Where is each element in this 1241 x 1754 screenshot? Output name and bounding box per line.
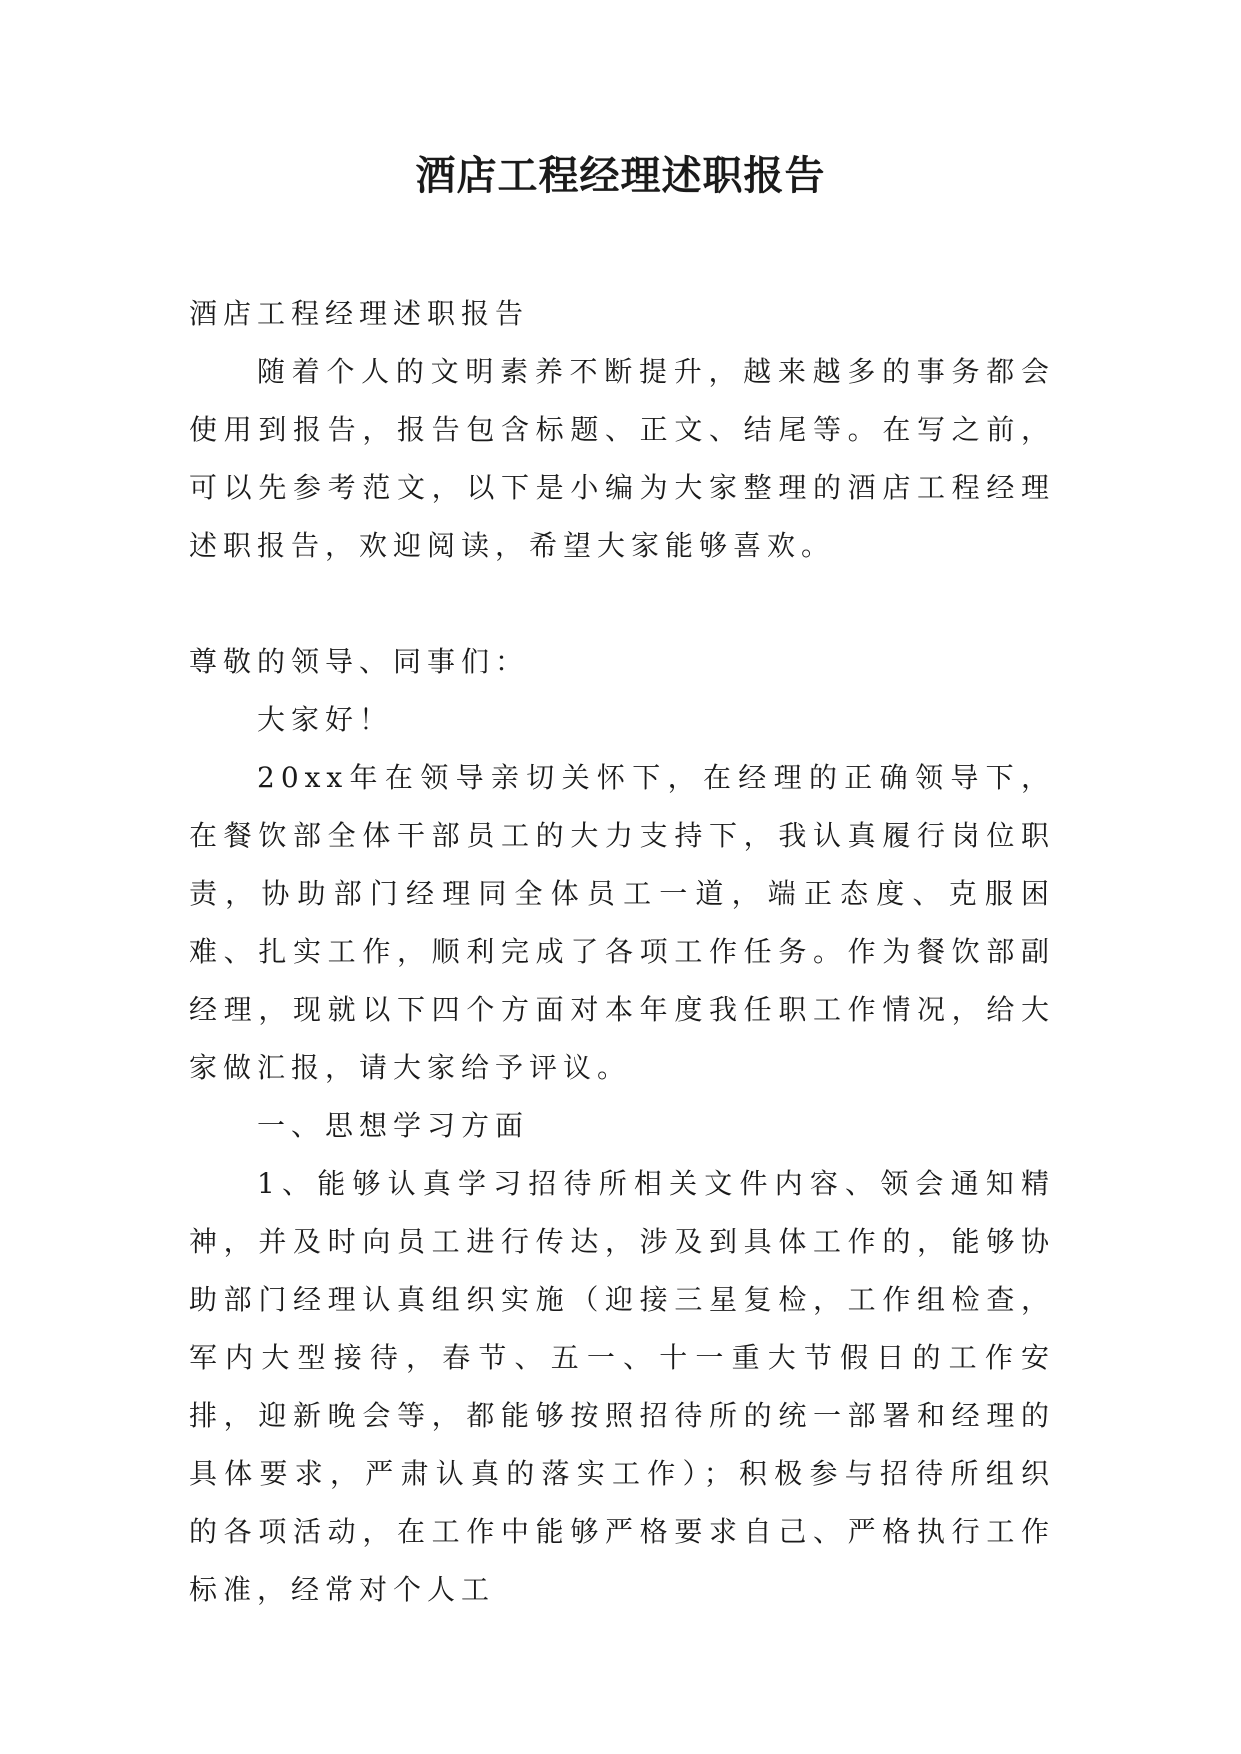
body-paragraph-1: 20xx年在领导亲切关怀下，在经理的正确领导下，在餐饮部全体干部员工的大力支持下，我认真履行岗位职责，协助部门经理同全体员工一道，端正态度、克服困难、扎实工作，顺利完成了各项工作任务。作为餐饮部副经理，现就以下四个方面对本年度我任职工作情况，给大家做汇报，请大家给予评议。 [189, 761, 1055, 1084]
salutation: 尊敬的领导、同事们： [189, 645, 530, 678]
intro-paragraph: 随着个人的文明素养不断提升，越来越多的事务都会使用到报告，报告包含标题、正文、结尾等。在写之前，可以先参考范文，以下是小编为大家整理的酒店工程经理述职报告，欢迎阅读，希望大家能够喜欢。 [189, 355, 1055, 562]
document-body [189, 285, 1055, 1619]
section-heading-1: 一、思想学习方面 [257, 1109, 530, 1142]
greeting: 大家好！ [257, 703, 394, 736]
document-title: 酒店工程经理述职报告 [415, 152, 826, 199]
document-subtitle: 酒店工程经理述职报告 [189, 297, 530, 330]
body-paragraph-2: 1、能够认真学习招待所相关文件内容、领会通知精神，并及时向员工进行传达，涉及到具体工作的，能够协助部门经理认真组织实施（迎接三星复检，工作组检查，军内大型接待，春节、五一、十一重大节假日的工作安排，迎新晚会等，都能够按照招待所的统一部署和经理的具体要求，严肃认真的落实工作）；积极参与招待所组织的各项活动，在工作中能够严格要求自己、严格执行工作标准，经常对个人工 [189, 1167, 1055, 1606]
paragraph-gap [189, 575, 1055, 633]
